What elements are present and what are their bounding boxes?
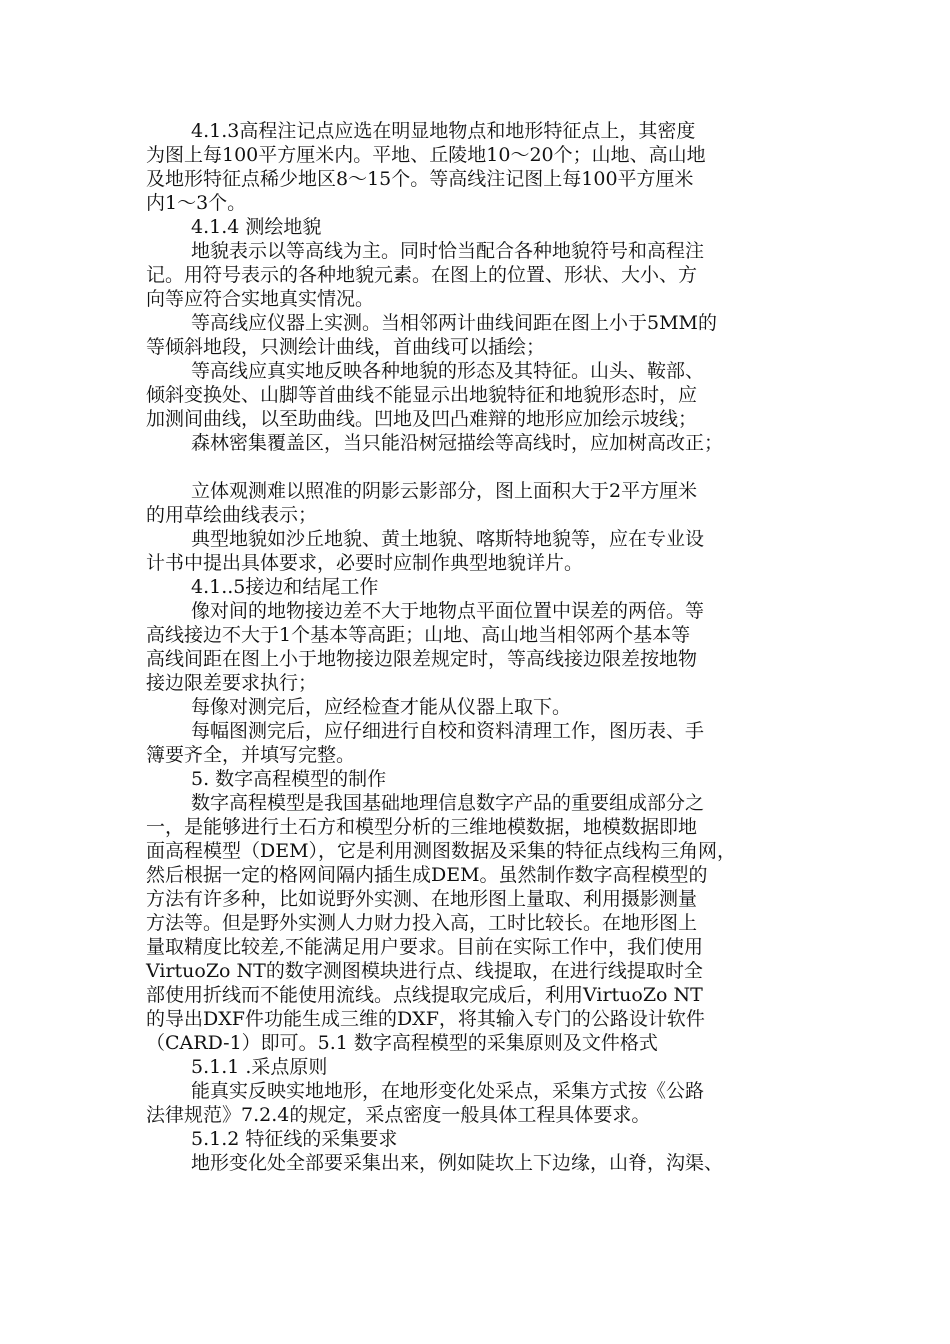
text-line: VirtuoZo NT的数字测图模块进行点、线提取，在进行线提取时全 <box>146 960 703 982</box>
text-line: 一，是能够进行土石方和模型分析的三维地模数据，地模数据即地 <box>146 816 698 838</box>
text-line: 加测间曲线，以至助曲线。凹地及凹凸难辩的地形应加绘示坡线； <box>146 408 698 430</box>
text-line: 高线接边不大于1个基本等高距；山地、高山地当相邻两个基本等 <box>146 624 691 646</box>
text-line: 然后根据一定的格网间隔内插生成DEM。虽然制作数字高程模型的 <box>146 864 708 886</box>
text-line: 每像对测完后，应经检查才能从仪器上取下。 <box>191 696 572 718</box>
text-line: 地形变化处全部要采集出来，例如陡坎上下边缘，山脊，沟渠、 <box>191 1152 724 1174</box>
text-line: 记。用符号表示的各种地貌元素。在图上的位置、形状、大小、方 <box>146 264 698 286</box>
text-line: 典型地貌如沙丘地貌、黄土地貌、喀斯特地貌等，应在专业设 <box>191 528 705 550</box>
text-line: 倾斜变换处、山脚等首曲线不能显示出地貌特征和地貌形态时，应 <box>146 384 698 406</box>
text-line: 的导出DXF件功能生成三维的DXF，将其输入专门的公路设计软件 <box>146 1008 705 1030</box>
text-line: 4.1.3高程注记点应选在明显地物点和地形特征点上，其密度 <box>191 120 696 142</box>
text-line: 像对间的地物接边差不大于地物点平面位置中误差的两倍。等 <box>191 600 705 622</box>
text-line: 每幅图测完后，应仔细进行自校和资料清理工作，图历表、手 <box>191 720 705 742</box>
text-line: 地貌表示以等高线为主。同时恰当配合各种地貌符号和高程注 <box>191 240 705 262</box>
text-line: 立体观测难以照准的阴影云影部分，图上面积大于2平方厘米 <box>191 480 698 502</box>
text-line: 等高线应仪器上实测。当相邻两计曲线间距在图上小于5MM的 <box>191 312 717 334</box>
text-line: 向等应符合实地真实情况。 <box>146 288 375 310</box>
section-heading: 5. 数字高程模型的制作 <box>191 768 387 790</box>
section-heading: 4.1.4 测绘地貌 <box>191 216 322 238</box>
text-line: 接边限差要求执行； <box>146 672 318 694</box>
section-heading: 5.1.2 特征线的采集要求 <box>191 1128 398 1150</box>
text-line: 部使用折线而不能使用流线。点线提取完成后，利用VirtuoZo NT <box>146 984 703 1006</box>
text-line: 及地形特征点稀少地区8～15个。等高线注记图上每100平方厘米 <box>146 168 694 190</box>
text-line: 面高程模型（DEM），它是利用测图数据及采集的特征点线构三角网， <box>146 840 737 862</box>
text-line: （CARD-1）即可。5.1 数字高程模型的采集原则及文件格式 <box>146 1032 658 1054</box>
text-line: 等高线应真实地反映各种地貌的形态及其特征。山头、鞍部、 <box>191 360 705 382</box>
text-line: 的用草绘曲线表示； <box>146 504 318 526</box>
text-line: 为图上每100平方厘米内。平地、丘陵地10～20个；山地、高山地 <box>146 144 706 166</box>
text-line: 能真实反映实地地形，在地形变化处采点，采集方式按《公路 <box>191 1080 705 1102</box>
document-body <box>146 119 806 1175</box>
text-line: 方法等。但是野外实测人力财力投入高，工时比较长。在地形图上 <box>146 912 698 934</box>
text-line: 计书中提出具体要求，必要时应制作典型地貌详片。 <box>146 552 584 574</box>
text-line: 高线间距在图上小于地物接边限差规定时，等高线接边限差按地物 <box>146 648 698 670</box>
section-heading: 4.1..5接边和结尾工作 <box>191 576 379 598</box>
text-line: 簿要齐全，并填写完整。 <box>146 744 356 766</box>
text-line: 方法有许多种，比如说野外实测、在地形图上量取、利用摄影测量 <box>146 888 698 910</box>
section-heading: 5.1.1 .采点原则 <box>191 1056 328 1078</box>
text-line: 数字高程模型是我国基础地理信息数字产品的重要组成部分之 <box>191 792 705 814</box>
text-line: 法律规范》7.2.4的规定，采点密度一般具体工程具体要求。 <box>146 1104 651 1126</box>
text-line: 森林密集覆盖区，当只能沿树冠描绘等高线时，应加树高改正； <box>191 432 724 454</box>
text-line: 内1～3个。 <box>146 192 247 214</box>
text-line: 量取精度比较差,不能满足用户要求。目前在实际工作中，我们使用 <box>146 936 704 958</box>
text-line: 等倾斜地段，只测绘计曲线，首曲线可以插绘； <box>146 336 546 358</box>
blank-line <box>146 455 806 479</box>
